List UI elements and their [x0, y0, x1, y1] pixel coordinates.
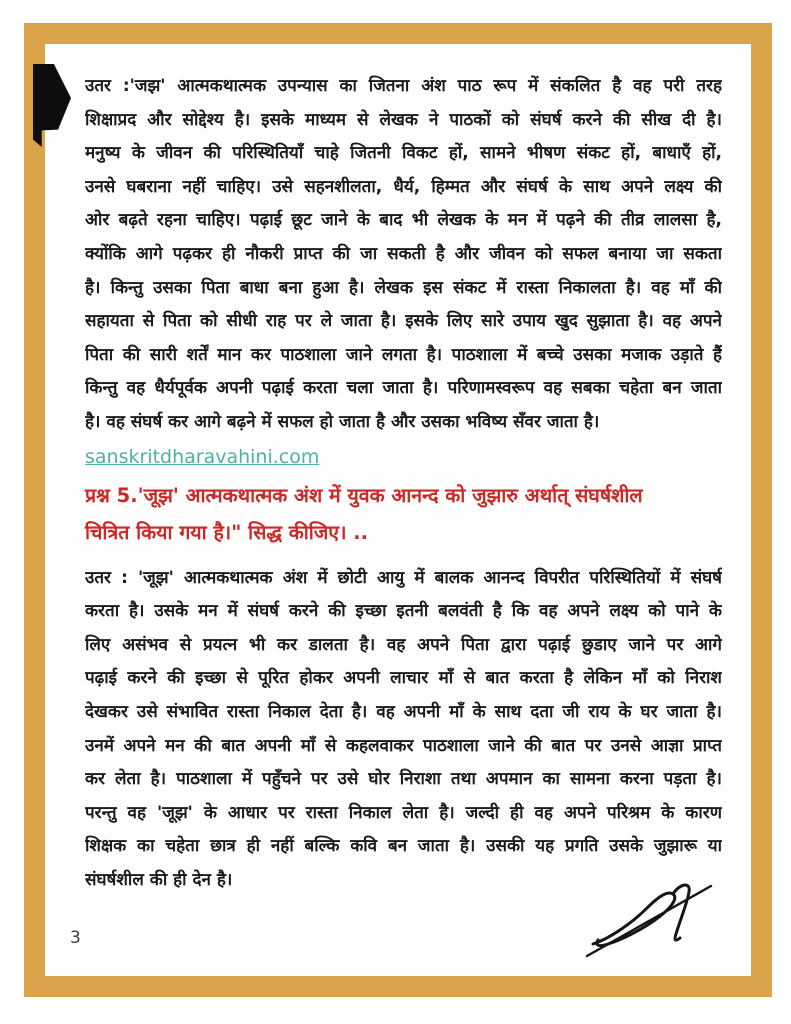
text-line: शिक्षाप्रद और सोद्देश्य है। इसके माध्यम से लेखक ने पाठकों को संघर्ष करने की सीख दी है।	[85, 109, 722, 130]
text-line: शिक्षक का चहेता छात्र ही नहीं बल्कि कवि बन जाता है। उसकी यह प्रगति उसके जुझारू या	[85, 836, 722, 857]
question-5-heading	[85, 477, 722, 551]
text-line: परन्तु वह 'जूझ' के आधार पर रास्ता निकाल लेता है। जल्दी ही वह अपने परिश्रम के कारण	[85, 802, 722, 823]
text-line: कर लेता है। पाठशाला में पहुँचने पर उसे घोर निराशा तथा अपमान का सामना करना पड़ता है।	[85, 769, 722, 790]
answer-1-paragraph	[85, 70, 722, 440]
question-line: चित्रित किया गया है।" सिद्ध कीजिए। ..	[85, 520, 369, 544]
text-line: पिता की सारी शर्तें मान कर पाठशाला जाने लगता है। पाठशाला में बच्चे उसका मजाक उड़ाते हैं	[85, 344, 722, 365]
text-line: संघर्षशील की ही देन है।	[85, 869, 233, 890]
text-line: उतर : 'जूझ' आत्मकथात्मक अंश में छोटी आयु में बालक आनन्द विपरीत परिस्थितियों में संघर्ष	[85, 567, 722, 588]
text-line: सहायता से पिता को सीधी राह पर ले जाता है। इसके लिए सारे उपाय खुद सुझाता है। वह अपने	[85, 311, 722, 332]
text-line: ओर बढ़ते रहना चाहिए। पढ़ाई छूट जाने के बाद भी लेखक के मन में पढ़ने की तीव्र लालसा है,	[85, 210, 722, 231]
page-number: 3	[70, 928, 81, 948]
text-line: मनुष्य के जीवन की परिस्थितियाँ चाहे जितनी विकट हों, सामने भीषण संकट हों, बाधाएँ हों,	[85, 143, 722, 164]
text-line: क्योंकि आगे पढ़कर ही नौकरी प्राप्त की जा सकती है और जीवन को सफल बनाया जा सकता	[85, 243, 722, 264]
text-line: उतर :'जझ' आत्मकथात्मक उपन्यास का जितना अंश पाठ रूप में संकलित है वह परी तरह	[85, 76, 722, 96]
text-line: देखकर उसे संभावित रास्ता निकाल देता है। वह अपनी माँ के साथ दता जी राय के घर जाता है।	[85, 701, 722, 722]
text-line: उनमें अपने मन की बात अपनी माँ से कहलवाकर पाठशाला जाने की बात पर उनसे आज्ञा प्राप्त	[85, 735, 722, 756]
document-content	[85, 70, 722, 897]
text-line: किन्तु वह धैर्यपूर्वक अपनी पढ़ाई करता चला जाता है। परिणामस्वरूप वह सबका चहेता बन जाता	[85, 378, 722, 399]
text-line: लिए असंभव से प्रयत्न भी कर डालता है। वह अपने पिता द्वारा पढ़ाई छुडाए जाने पर आगे	[85, 634, 722, 655]
text-line: है। किन्तु उसका पिता बाधा बना हुआ है। लेखक इस संकट में रास्ता निकालता है। वह माँ की	[85, 277, 722, 298]
handwritten-signature-icon	[583, 880, 721, 962]
answer-2-paragraph	[85, 562, 722, 898]
text-line: है। वह संघर्ष कर आगे बढ़ने में सफल हो जाता है और उसका भविष्य सँवर जाता है।	[85, 411, 600, 432]
text-line: उनसे घबराना नहीं चाहिए। उसे सहनशीलता, धैर्य, हिम्मत और संघर्ष के साथ अपने लक्ष्य की	[85, 176, 722, 197]
watermark-link[interactable]: sanskritdharavahini.com	[85, 445, 320, 468]
question-line: प्रश्न 5.'जूझ' आत्मकथात्मक अंश में युवक आनन्द को जुझारु अर्थात् संघर्षशील	[85, 483, 643, 507]
text-line: करता है। उसके मन में संघर्ष करने की इच्छा इतनी बलवंती है कि वह अपने लक्ष्य को पाने के	[85, 601, 722, 622]
text-line: पढ़ाई करने की इच्छा से पूरित होकर अपनी लाचार माँ से बात करता है लेकिन माँ को निराश	[85, 668, 722, 689]
